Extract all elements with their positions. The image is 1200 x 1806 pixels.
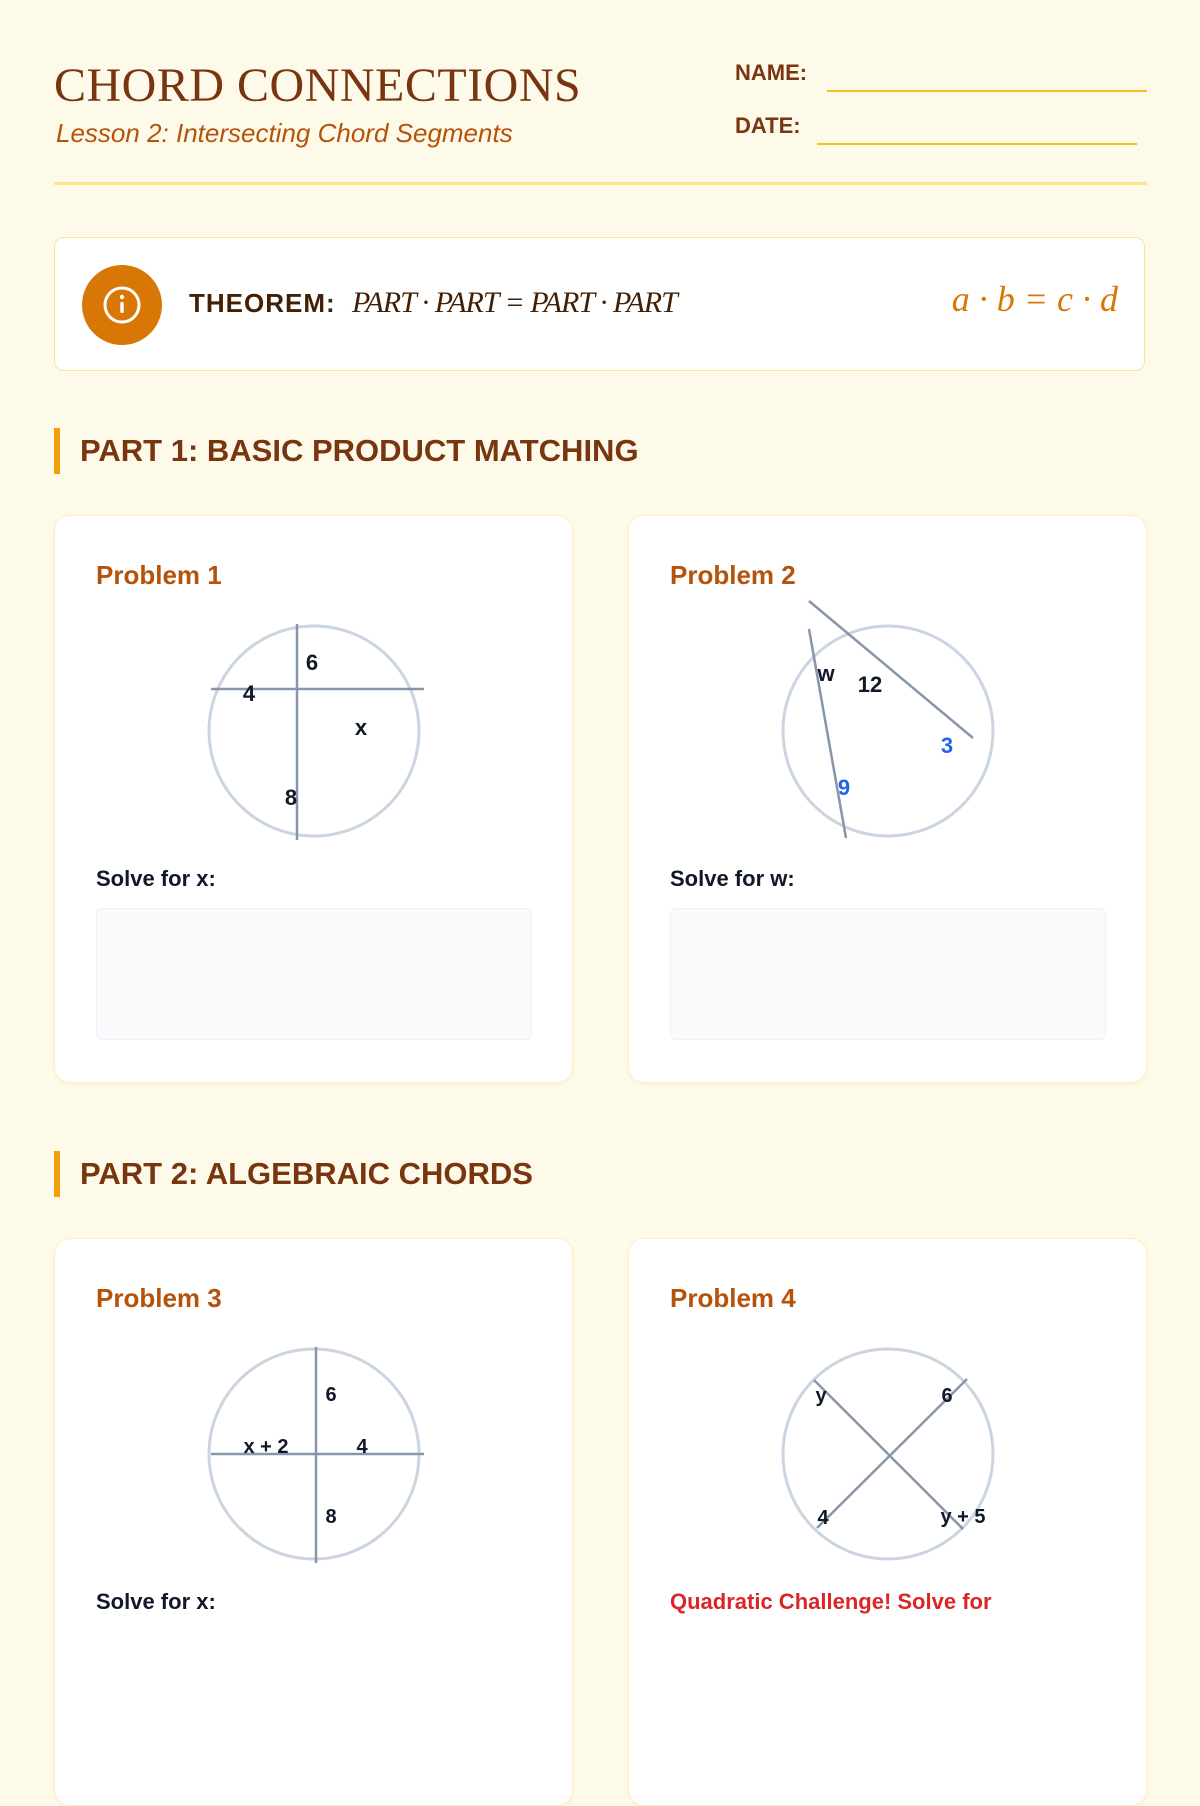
segment-label: 4 bbox=[242, 681, 256, 706]
name-field[interactable] bbox=[827, 90, 1147, 92]
segment-label: 6 bbox=[325, 1384, 337, 1406]
problem-prompt: Solve for x: bbox=[96, 1589, 216, 1614]
worksheet-header bbox=[54, 0, 1147, 185]
section-title-part-2: PART 2: ALGEBRAIC CHORDS bbox=[54, 1151, 533, 1197]
segment-label: 6 bbox=[941, 1385, 953, 1407]
segment-label: x bbox=[354, 715, 368, 740]
segment-label: y + 5 bbox=[940, 1506, 986, 1528]
section-title-part-1: PART 1: BASIC PRODUCT MATCHING bbox=[54, 428, 639, 474]
problem-card-3 bbox=[54, 1238, 573, 1806]
problem-prompt: Solve for w: bbox=[670, 866, 795, 891]
segment-label: x + 2 bbox=[243, 1436, 289, 1458]
segment-label: 4 bbox=[356, 1436, 368, 1458]
segment-label: 8 bbox=[325, 1506, 337, 1528]
segment-label: 9 bbox=[837, 775, 851, 800]
problem-title: Problem 2 bbox=[670, 560, 796, 590]
segment-label: w bbox=[817, 661, 835, 686]
problem-prompt: Solve for x: bbox=[96, 866, 216, 891]
segment-label: 12 bbox=[857, 672, 883, 697]
segment-label: 8 bbox=[284, 785, 298, 810]
date-label: DATE: bbox=[735, 113, 801, 138]
date-field[interactable] bbox=[817, 143, 1137, 145]
theorem-text: PART · PART = PART · PART bbox=[352, 286, 677, 319]
theorem-formula: a · b = c · d bbox=[951, 279, 1118, 319]
chord-diagram bbox=[629, 1239, 1147, 1799]
theorem-box bbox=[54, 237, 1145, 371]
segment-label: 3 bbox=[940, 733, 954, 758]
problem-title: Problem 4 bbox=[670, 1283, 796, 1313]
problem-card-2 bbox=[628, 515, 1147, 1083]
problem-title: Problem 3 bbox=[96, 1283, 222, 1313]
problem-card-1 bbox=[54, 515, 573, 1083]
answer-box[interactable] bbox=[96, 908, 532, 1040]
name-label: NAME: bbox=[735, 60, 808, 85]
problem-title: Problem 1 bbox=[96, 560, 222, 590]
theorem-label: THEOREM: bbox=[189, 288, 336, 318]
page-title: CHORD CONNECTIONS bbox=[54, 59, 582, 112]
lesson-subtitle: Lesson 2: Intersecting Chord Segments bbox=[56, 118, 513, 148]
problem-card-4 bbox=[628, 1238, 1147, 1806]
segment-label: y bbox=[815, 1385, 827, 1407]
segment-label: 4 bbox=[817, 1507, 829, 1529]
segment-label: 6 bbox=[305, 650, 319, 675]
problem-prompt: Quadratic Challenge! Solve for bbox=[670, 1589, 992, 1614]
chord-diagram bbox=[55, 1239, 573, 1799]
answer-box[interactable] bbox=[670, 908, 1106, 1040]
info-icon bbox=[82, 265, 162, 345]
